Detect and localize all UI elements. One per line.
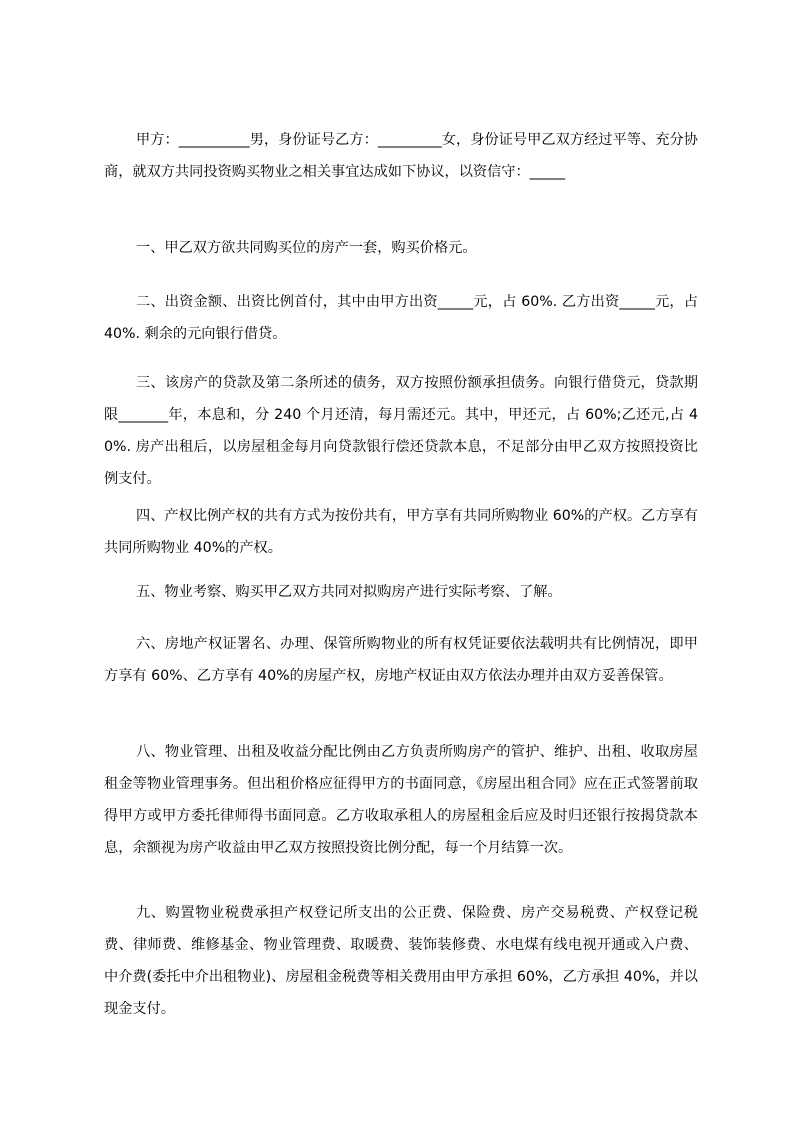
paragraph-clause-5: 五、物业考察、购买甲乙双方共同对拟购房产进行实际考察、了解。 — [136, 584, 562, 600]
paragraph-clause-3: 三、该房产的贷款及第二条所述的债务，双方按照份额承担债务。向银行借贷元，贷款期限_______年，本息和，分 240 个月还清，每月需还元。其中，甲还元，占 60%;乙还元,占 40%. 房产出租后，以房屋租金每月向贷款银行偿还贷款本息，不足部分由甲乙双方按照投资比例支付。 — [104, 375, 698, 487]
paragraph-preamble: 甲方：__________男，身份证号乙方：_________女，身份证号甲乙双方经过平等、充分协商，就双方共同投资购买物业之相关事宜达成如下协议，以资信守：_____ — [104, 132, 698, 180]
paragraph-clause-8: 八、物业管理、出租及收益分配比例由乙方负责所购房产的管护、维护、出租、收取房屋租金等物业管理事务。但出租价格应征得甲方的书面同意，《房屋出租合同》应在正式签署前取得甲方或甲方委托律师得书面同意。乙方收取承租人的房屋租金后应及时归还银行按揭贷款本息，余额视为房产收益由甲乙双方按照投资比例分配，每一个月结算一次。 — [104, 744, 698, 856]
paragraph-clause-1: 一、甲乙双方欲共同购买位的房产一套，购买价格元。 — [136, 240, 477, 256]
paragraph-clause-6: 六、房地产权证署名、办理、保管所购物业的所有权凭证要依法载明共有比例情况，即甲方享有 60%、乙方享有 40%的房屋产权，房地产权证由双方依法办理并由双方妥善保管。 — [104, 636, 698, 684]
paragraph-clause-9: 九、购置物业税费承担产权登记所支出的公正费、保险费、房产交易税费、产权登记税费、律师费、维修基金、物业管理费、取暖费、装饰装修费、水电煤有线电视开通或入户费、中介费(委托中介出租物业)、房屋租金税费等相关费用由甲方承担 60%，乙方承担 40%，并以现金支付。 — [104, 905, 698, 1017]
paragraph-clause-4: 四、产权比例产权的共有方式为按份共有，甲方享有共同所购物业 60%的产权。乙方享有共同所购物业 40%的产权。 — [104, 508, 698, 556]
paragraph-clause-2: 二、出资金额、出资比例首付，其中由甲方出资_____元，占 60%. 乙方出资_____元，占 40%. 剩余的元向银行借贷。 — [104, 294, 698, 342]
